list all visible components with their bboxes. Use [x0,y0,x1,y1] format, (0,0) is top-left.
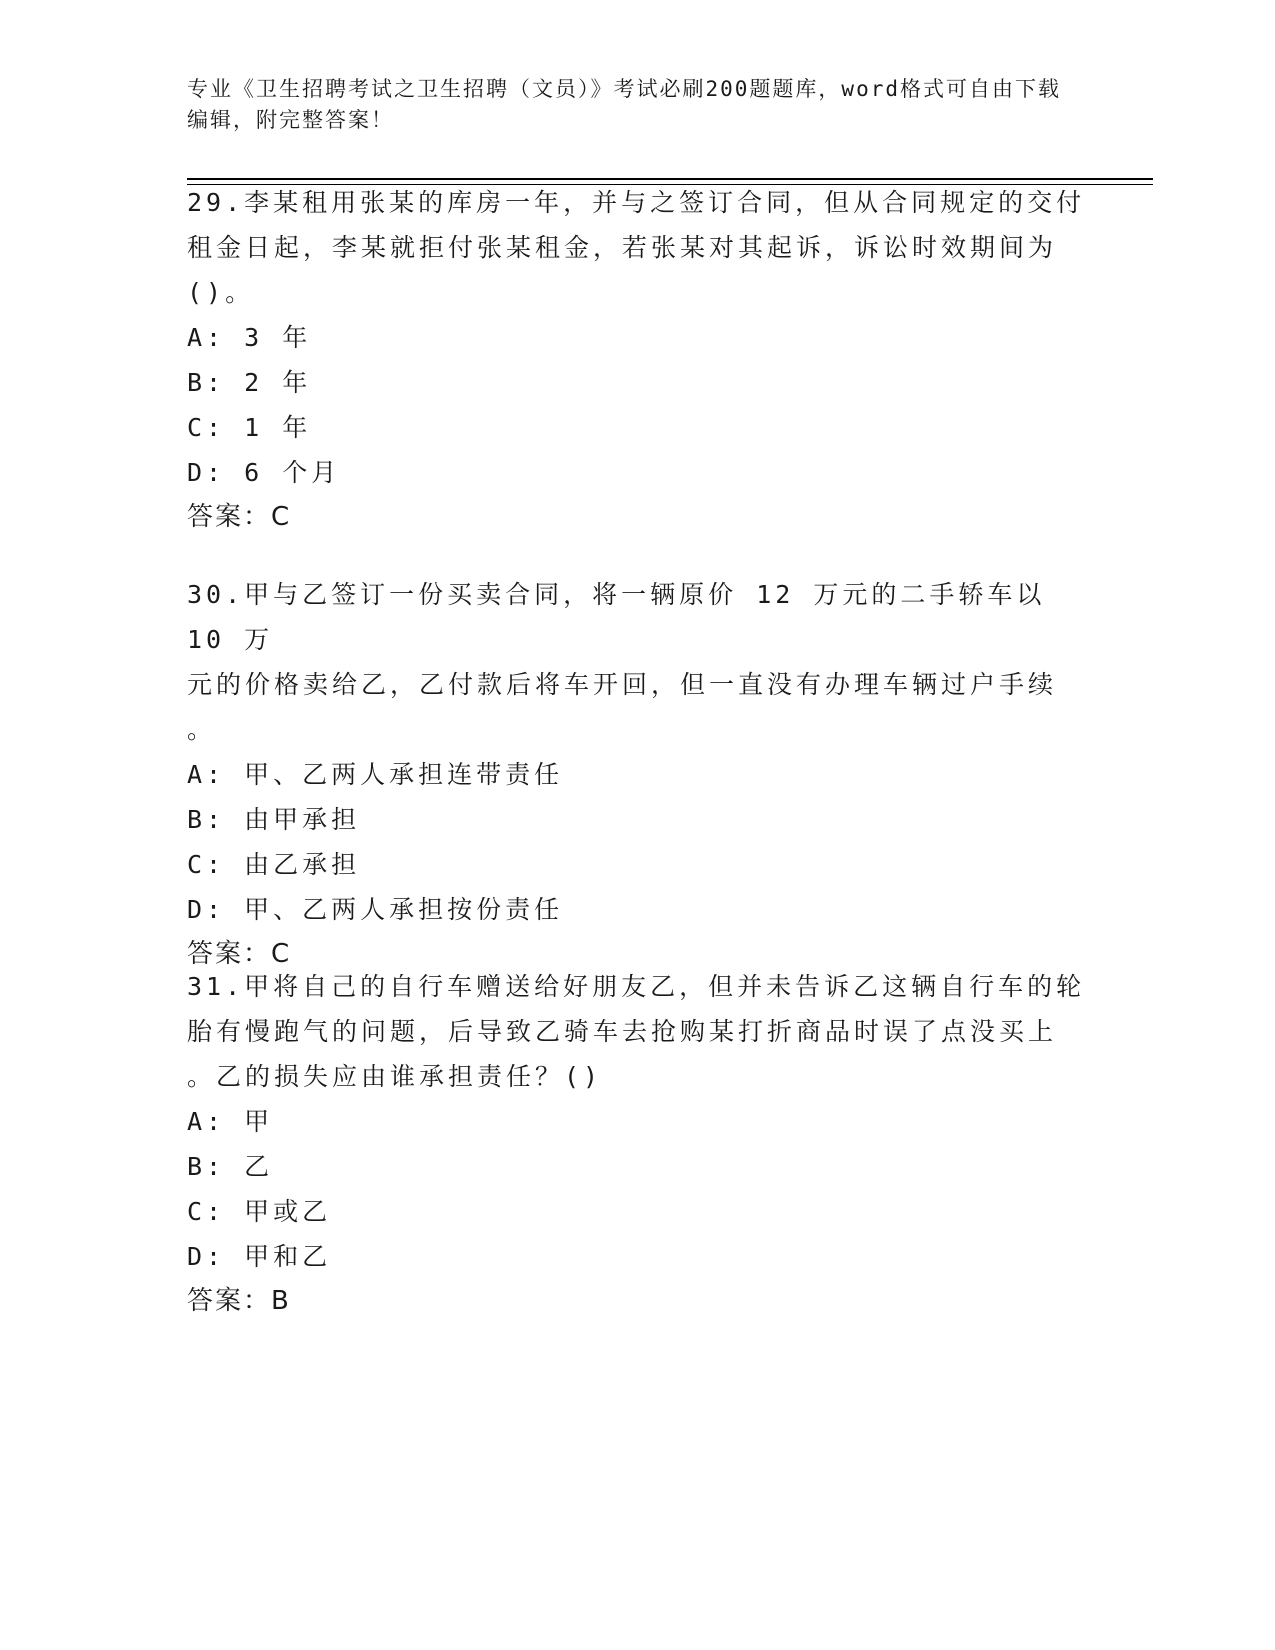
option-c: C: 由乙承担 [187,850,361,879]
option-b: B: 2 年 [187,368,312,397]
question-stem-line: 元的价格卖给乙，乙付款后将车开回，但一直没有办理车辆过户手续 [187,670,1058,699]
question-stem-line: 租金日起，李某就拒付张某租金，若张某对其起诉，诉讼时效期间为 [187,233,1058,262]
option-c: C: 甲或乙 [187,1197,332,1226]
option-a: A: 甲、乙两人承担连带责任 [187,760,564,789]
option-a: A: 甲 [187,1107,274,1136]
question-stem-line: ()。 [187,278,255,307]
option-a: A: 3 年 [187,323,312,352]
answer-line: 答案：C [187,939,292,969]
question-stem-line: 30.甲与乙签订一份买卖合同，将一辆原价 12 万元的二手轿车以 10 万 [187,580,1065,654]
option-d: D: 甲和乙 [187,1242,332,1271]
option-d: D: 甲、乙两人承担按份责任 [187,895,564,924]
question-30 [187,572,1087,977]
option-d: D: 6 个月 [187,458,341,487]
question-stem-line: 。 [187,715,217,744]
question-29 [187,180,1087,540]
option-c: C: 1 年 [187,413,312,442]
question-stem-line: 31.甲将自己的自行车赠送给好朋友乙，但并未告诉乙这辆自行车的轮 [187,972,1086,1001]
document-header: 专业《卫生招聘考试之卫生招聘（文员）》考试必刷200题题库，word格式可自由下载编辑，附完整答案！ [187,77,1061,132]
question-stem-line: 胎有慢跑气的问题，后导致乙骑车去抢购某打折商品时误了点没买上 [187,1017,1058,1046]
option-b: B: 由甲承担 [187,805,361,834]
answer-line: 答案：C [187,502,292,532]
question-31 [187,964,1087,1324]
answer-line: 答案：B [187,1286,291,1316]
question-stem-line: 。乙的损失应由谁承担责任？() [187,1062,603,1091]
question-stem-line: 29.李某租用张某的库房一年，并与之签订合同，但从合同规定的交付 [187,188,1086,217]
option-b: B: 乙 [187,1152,274,1181]
